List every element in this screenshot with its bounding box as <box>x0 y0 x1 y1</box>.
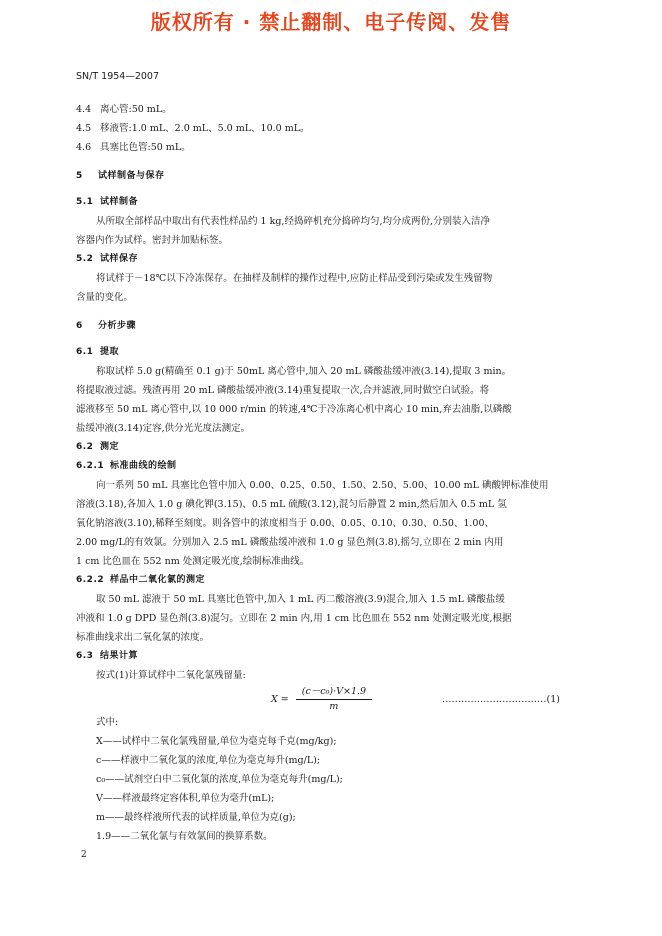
section-heading-6-2 <box>76 438 588 457</box>
formula-lhs: X = <box>271 694 289 705</box>
definition-item: X——试样中二氧化氯残留量,单位为毫克每千克(mg/kg); <box>96 736 337 747</box>
paragraph-line: 含量的变化。 <box>76 292 134 303</box>
page-number: 2 <box>81 850 87 860</box>
list-item <box>76 119 588 138</box>
heading-number: 6.2.2 <box>76 575 105 585</box>
heading-text: 分析步骤 <box>98 321 137 331</box>
paragraph-line: 冲液和 1.0 g DPD 显色剂(3.8)混匀。立即在 2 min 内,用 1 cm 比色皿在 552 nm 处测定吸光度,根据 <box>76 613 512 624</box>
item-text: 离心管:50 mL。 <box>100 104 172 115</box>
heading-number: 5.1 <box>76 197 94 207</box>
heading-number: 6.2.1 <box>76 461 105 471</box>
formula-fraction <box>296 685 372 714</box>
apparatus-list <box>76 100 588 157</box>
copyright-banner: 版权所有 · 禁止翻制、电子传阅、发售 <box>150 10 512 34</box>
paragraph-line: 标准曲线求出二氧化氯的浓度。 <box>76 632 210 643</box>
definition-item: c——样液中二氧化氯的浓度,单位为毫克每升(mg/L); <box>96 755 321 766</box>
item-number: 4.4 <box>76 104 92 115</box>
paragraph-line: 从所取全部样品中取出有代表性样品约 1 kg,经捣碎机充分捣碎均匀,均分成两份,分别装入洁净 <box>96 216 490 227</box>
paragraph-line: 容器内作为试样。密封并加贴标签。 <box>76 235 229 246</box>
paragraph-line: 将提取液过滤。残渣再用 20 mL 磷酸盐缓冲液(3.14)重复提取一次,合并滤液,同时做空白试验。将 <box>76 385 490 396</box>
paragraph-line: 盐缓冲液(3.14)定容,供分光光度法测定。 <box>76 423 251 434</box>
section-heading-6-1 <box>76 343 588 362</box>
document-body <box>76 100 588 846</box>
paragraph-line: 向一系列 50 mL 具塞比色管中加入 0.00、0.25、0.50、1.50、2.50、5.00、10.00 mL 碘酸钾标准使用 <box>96 480 549 491</box>
heading-number: 6.2 <box>76 442 94 452</box>
paragraph-line: 按式(1)计算试样中二氧化氯残留量: <box>96 670 246 681</box>
equation-1 <box>76 685 588 713</box>
heading-number: 5 <box>76 171 83 181</box>
heading-number: 6 <box>76 321 83 331</box>
heading-text: 试样制备与保存 <box>98 171 165 181</box>
section-heading-6-2-2 <box>76 571 588 590</box>
formula-denominator: m <box>329 701 339 712</box>
definition-item: c₀——试剂空白中二氧化氯的浓度,单位为毫克每升(mg/L); <box>96 774 343 785</box>
item-number: 4.5 <box>76 123 92 134</box>
formula-numerator: (c－c₀)·V×1.9 <box>296 685 372 700</box>
section-heading-6 <box>76 317 588 336</box>
item-number: 4.6 <box>76 142 92 153</box>
section-heading-6-2-1 <box>76 457 588 476</box>
heading-text: 结果计算 <box>100 651 139 661</box>
heading-text: 样品中二氧化氯的测定 <box>110 575 206 585</box>
section-heading-5-2 <box>76 250 588 269</box>
definition-item: V——样液最终定容体积,单位为毫升(mL); <box>96 793 275 804</box>
equation-label: ……………………………(1) <box>442 694 560 705</box>
standard-number: SN/T 1954—2007 <box>76 71 160 82</box>
definitions-intro: 式中: <box>96 717 119 728</box>
formula <box>271 685 372 714</box>
definition-item: 1.9——二氧化氯与有效氯间的换算系数。 <box>96 831 273 842</box>
item-text: 具塞比色管:50 mL。 <box>100 142 191 153</box>
paragraph-line: 称取试样 5.0 g(精确至 0.1 g)于 50mL 离心管中,加入 20 mL 磷酸盐缓冲液(3.14),提取 3 min。 <box>96 366 512 377</box>
section-heading-5 <box>76 167 588 186</box>
paragraph-line: 溶液(3.18),各加入 1.0 g 碘化钾(3.15)、0.5 mL 硫酸(3.12),混匀后静置 2 min,然后加入 0.5 mL 氢 <box>76 499 507 510</box>
item-text: 移液管:1.0 mL、2.0 mL、5.0 mL、10.0 mL。 <box>100 123 310 134</box>
heading-text: 提取 <box>100 347 120 357</box>
heading-number: 6.3 <box>76 651 94 661</box>
paragraph-line: 将试样于－18℃以下冷冻保存。在抽样及制样的操作过程中,应防止样品受到污染或发生残留物 <box>96 273 493 284</box>
heading-text: 测定 <box>100 442 120 452</box>
section-heading-6-3 <box>76 647 588 666</box>
paragraph-line: 1 cm 比色皿在 552 nm 处测定吸光度,绘制标准曲线。 <box>76 556 310 567</box>
paragraph-line: 氧化钠溶液(3.10),稀释至刻度。则各管中的浓度相当于 0.00、0.05、0.10、0.30、0.50、1.00、 <box>76 518 495 529</box>
heading-number: 5.2 <box>76 254 94 264</box>
heading-text: 标准曲线的绘制 <box>110 461 177 471</box>
heading-number: 6.1 <box>76 347 94 357</box>
section-heading-5-1 <box>76 193 588 212</box>
list-item <box>76 100 588 119</box>
paragraph-line: 取 50 mL 滤液于 50 mL 具塞比色管中,加入 1 mL 丙二酸溶液(3.9)混合,加入 1.5 mL 磷酸盐缓 <box>96 594 505 605</box>
heading-text: 试样制备 <box>100 197 139 207</box>
heading-text: 试样保存 <box>100 254 139 264</box>
paragraph-line: 2.00 mg/L的有效氯。分别加入 2.5 mL 磷酸盐缓冲液和 1.0 g 显色剂(3.8),摇匀,立即在 2 min 内用 <box>76 537 504 548</box>
paragraph-line: 滤液移至 50 mL 离心管中,以 10 000 r/min 的转速,4℃于冷冻离心机中离心 10 min,弃去油脂,以磷酸 <box>76 404 512 415</box>
list-item <box>76 138 588 157</box>
definition-item: m——最终样液所代表的试样质量,单位为克(g); <box>96 812 296 823</box>
